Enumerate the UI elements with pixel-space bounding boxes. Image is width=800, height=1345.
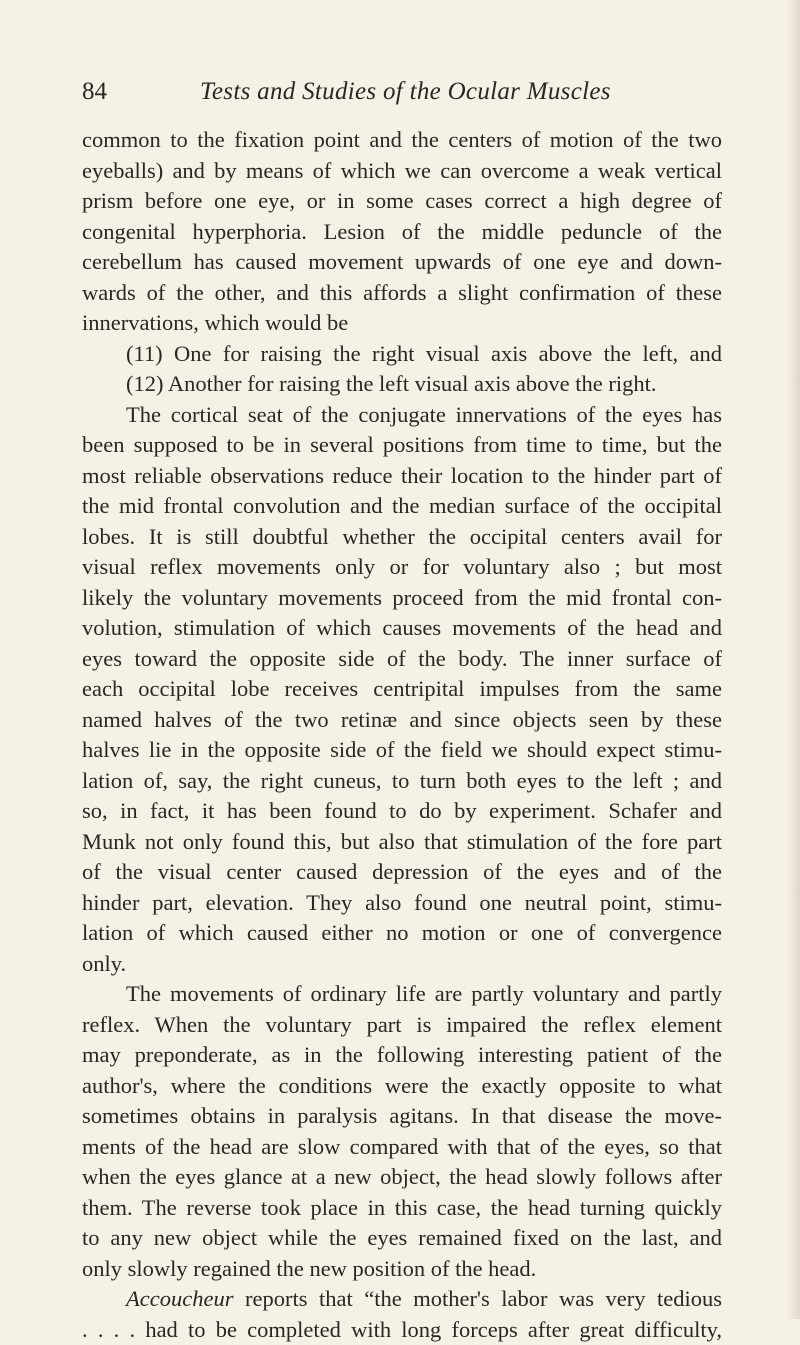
text-line: the mid frontal convolution and the median surface of the occipital — [82, 491, 722, 522]
page-edge-shadow — [786, 0, 800, 1319]
text-line: so, in fact, it has been found to do by experiment. Schafer and — [82, 796, 722, 827]
text-line-with-italic — [82, 1284, 722, 1315]
text-line: . . . . had to be completed with long forceps after great difficulty, — [82, 1315, 722, 1345]
text-line-rest: reports that “the mother's labor was very tedious — [233, 1286, 722, 1311]
text-line: most reliable observations reduce their location to the hinder part of — [82, 461, 722, 492]
text-line: of the visual center caused depression of the eyes and of the — [82, 857, 722, 888]
text-line: ments of the head are slow compared with that of the eyes, so that — [82, 1132, 722, 1163]
text-line: cerebellum has caused movement upwards of one eye and down- — [82, 247, 722, 278]
text-line: wards of the other, and this affords a slight confirmation of these — [82, 278, 722, 309]
text-line: to any new object while the eyes remained fixed on the last, and — [82, 1223, 722, 1254]
text-line: reflex. When the voluntary part is impaired the reflex element — [82, 1010, 722, 1041]
text-line: when the eyes glance at a new object, the head slowly follows after — [82, 1162, 722, 1193]
text-line: only slowly regained the new position of the head. — [82, 1254, 722, 1285]
text-line: lobes. It is still doubtful whether the occipital centers avail for — [82, 522, 722, 553]
text-line: lation of, say, the right cuneus, to turn both eyes to the left ; and — [82, 766, 722, 797]
text-line: (11) One for raising the right visual axis above the left, and — [82, 339, 722, 370]
text-line: each occipital lobe receives centripital impulses from the same — [82, 674, 722, 705]
text-line: hinder part, elevation. They also found one neutral point, stimu- — [82, 888, 722, 919]
text-line: common to the fixation point and the centers of motion of the two — [82, 125, 722, 156]
text-line: likely the voluntary movements proceed from the mid frontal con- — [82, 583, 722, 614]
text-line: been supposed to be in several positions from time to time, but the — [82, 430, 722, 461]
text-line: author's, where the conditions were the exactly opposite to what — [82, 1071, 722, 1102]
text-line: volution, stimulation of which causes movements of the head and — [82, 613, 722, 644]
body-text — [82, 125, 722, 1345]
text-line: halves lie in the opposite side of the field we should expect stimu- — [82, 735, 722, 766]
text-line: them. The reverse took place in this case, the head turning quickly — [82, 1193, 722, 1224]
running-head — [82, 78, 722, 112]
italic-source-name: Accoucheur — [126, 1286, 233, 1311]
page-number: 84 — [82, 78, 107, 106]
text-line: prism before one eye, or in some cases correct a high degree of — [82, 186, 722, 217]
text-line: only. — [82, 949, 722, 980]
text-line: innervations, which would be — [82, 308, 722, 339]
running-title: Tests and Studies of the Ocular Muscles — [200, 78, 611, 106]
text-line: eyeballs) and by means of which we can overcome a weak vertical — [82, 156, 722, 187]
text-line: The cortical seat of the conjugate innervations of the eyes has — [82, 400, 722, 431]
text-line: Munk not only found this, but also that stimulation of the fore part — [82, 827, 722, 858]
text-line: The movements of ordinary life are partly voluntary and partly — [82, 979, 722, 1010]
text-line: (12) Another for raising the left visual axis above the right. — [82, 369, 722, 400]
text-line: lation of which caused either no motion or one of convergence — [82, 918, 722, 949]
text-line: named halves of the two retinæ and since objects seen by these — [82, 705, 722, 736]
text-line: eyes toward the opposite side of the body. The inner surface of — [82, 644, 722, 675]
text-line: congenital hyperphoria. Lesion of the middle peduncle of the — [82, 217, 722, 248]
text-line: visual reflex movements only or for voluntary also ; but most — [82, 552, 722, 583]
text-line: may preponderate, as in the following interesting patient of the — [82, 1040, 722, 1071]
text-line: sometimes obtains in paralysis agitans. In that disease the move- — [82, 1101, 722, 1132]
